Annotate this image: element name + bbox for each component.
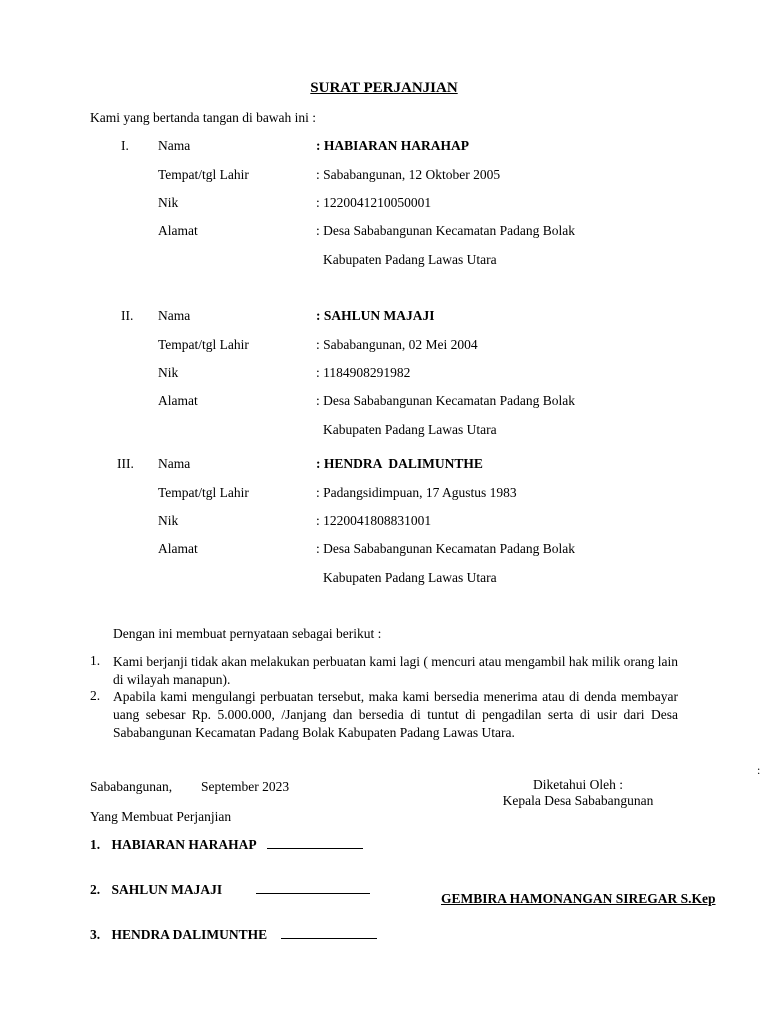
alamat-value-line2: Kabupaten Padang Lawas Utara xyxy=(323,422,497,437)
alamat-value-line2: Kabupaten Padang Lawas Utara xyxy=(323,570,497,585)
alamat-value-line1: : Desa Sababangunan Kecamatan Padang Bolak xyxy=(316,223,576,238)
nik-value: : 1220041808831001 xyxy=(316,513,432,528)
ttl-value: : Sababangunan, 12 Oktober 2005 xyxy=(316,167,501,182)
signatory-name: HENDRA DALIMUNTHE xyxy=(111,927,268,942)
ttl-label: Tempat/tgl Lahir xyxy=(158,485,249,500)
alamat-label: Alamat xyxy=(158,393,198,408)
place-text: Sababangunan, xyxy=(90,779,173,794)
signatory-3 xyxy=(90,926,377,943)
statement-number: 1. xyxy=(90,653,101,668)
signature-line xyxy=(256,881,370,894)
alamat-value-line2: Kabupaten Padang Lawas Utara xyxy=(323,252,497,267)
statement-intro: Dengan ini membuat pernyataan sebagai berikut : xyxy=(113,626,382,641)
date-text: September 2023 xyxy=(201,779,290,794)
ttl-label: Tempat/tgl Lahir xyxy=(158,337,249,352)
village-head-name: GEMBIRA HAMONANGAN SIREGAR S.Kep xyxy=(441,891,716,906)
nik-value: : 1184908291982 xyxy=(316,365,411,380)
nik-label: Nik xyxy=(158,365,179,380)
village-head-title: Kepala Desa Sababangunan xyxy=(502,793,654,808)
signatory-2 xyxy=(90,881,370,898)
signatory-number: 2. xyxy=(90,882,101,897)
ttl-value: : Padangsidimpuan, 17 Agustus 1983 xyxy=(316,485,517,500)
statement-item-1 xyxy=(90,653,678,689)
party-numeral: III. xyxy=(117,456,134,471)
party-numeral: II. xyxy=(121,308,134,323)
signatory-number: 3. xyxy=(90,927,101,942)
nik-value: : 1220041210050001 xyxy=(316,195,432,210)
signatory-name: HABIARAN HARAHAP xyxy=(111,837,256,852)
maker-label: Yang Membuat Perjanjian xyxy=(90,809,232,824)
signatory-1 xyxy=(90,836,363,853)
nama-label: Nama xyxy=(158,308,191,323)
document-title: SURAT PERJANJIAN xyxy=(310,80,458,96)
ttl-value: : Sababangunan, 02 Mei 2004 xyxy=(316,337,478,352)
signatory-name: SAHLUN MAJAJI xyxy=(111,882,223,897)
signatory-number: 1. xyxy=(90,837,101,852)
nama-value: : HENDRA DALIMUNTHE xyxy=(316,456,483,471)
statement-item-2 xyxy=(90,688,678,742)
alamat-label: Alamat xyxy=(158,223,198,238)
nik-label: Nik xyxy=(158,195,179,210)
alamat-value-line1: : Desa Sababangunan Kecamatan Padang Bolak xyxy=(316,541,576,556)
nama-value: : SAHLUN MAJAJI xyxy=(316,308,435,323)
nama-value: : HABIARAN HARAHAP xyxy=(316,138,469,153)
nama-label: Nama xyxy=(158,138,191,153)
party-numeral: I. xyxy=(121,138,129,153)
known-by-label: Diketahui Oleh : xyxy=(533,777,623,792)
edge-mark: : xyxy=(757,763,761,777)
ttl-label: Tempat/tgl Lahir xyxy=(158,167,249,182)
intro-text: Kami yang bertanda tangan di bawah ini : xyxy=(90,110,317,125)
statement-number: 2. xyxy=(90,688,101,703)
statement-text: Apabila kami mengulangi perbuatan tersebut, maka kami bersedia menerima atau di denda membayar uang sebesar Rp. 5.000.000, /Janjang dan bersedia di tuntut di pengadilan serta di usir dari Desa Sababangunan Kecamatan Padang Bolak Kabupaten Padang Lawas Utara. xyxy=(113,689,678,740)
alamat-label: Alamat xyxy=(158,541,198,556)
nik-label: Nik xyxy=(158,513,179,528)
alamat-value-line1: : Desa Sababangunan Kecamatan Padang Bolak xyxy=(316,393,576,408)
statement-text: Kami berjanji tidak akan melakukan perbuatan kami lagi ( mencuri atau mengambil hak milik orang lain di wilayah manapun). xyxy=(113,654,678,687)
signature-line xyxy=(281,926,377,939)
signature-line xyxy=(267,836,363,849)
nama-label: Nama xyxy=(158,456,191,471)
